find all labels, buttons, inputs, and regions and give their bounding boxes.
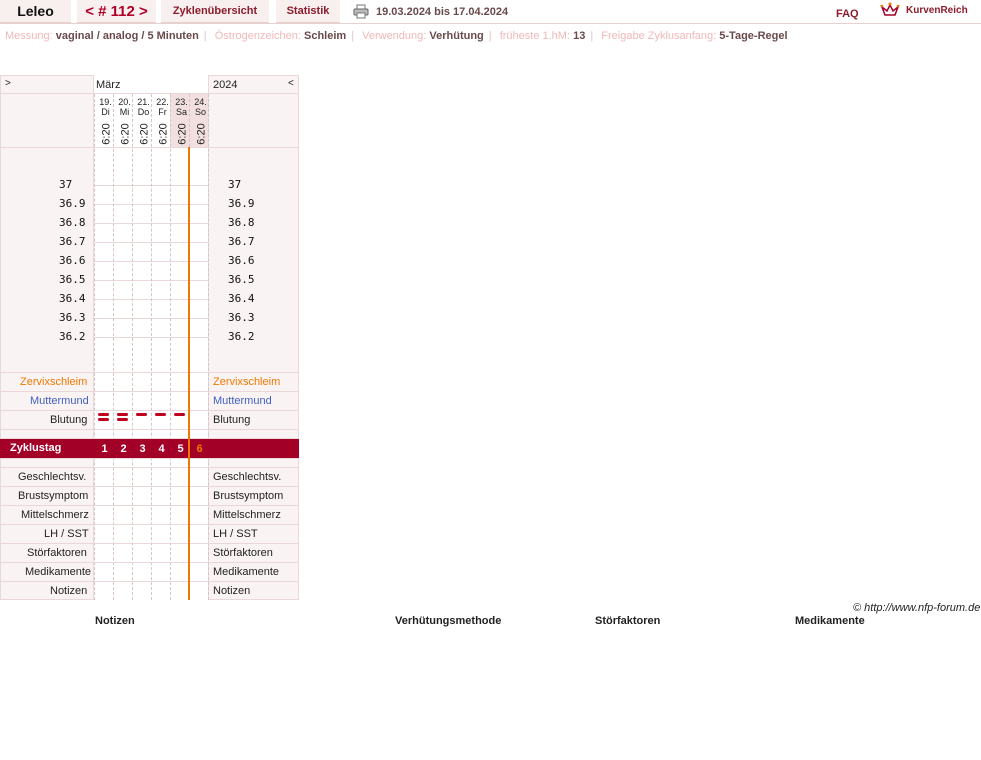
estrogen-value: Schleim	[304, 30, 347, 42]
day-header-date: 22.	[156, 97, 169, 107]
row-breast-right: Brustsymptom	[213, 490, 284, 502]
temperature-label-left: 36.4	[59, 292, 86, 305]
bleeding-mark	[98, 418, 109, 421]
row-divider	[0, 581, 299, 582]
row-divider	[0, 391, 299, 392]
prev-cycle-button[interactable]: <	[85, 2, 94, 20]
header-bottom-line	[0, 147, 299, 148]
tab-cycle-overview-label: Zyklenübersicht	[172, 5, 258, 17]
tab-statistics-label: Statistik	[286, 5, 330, 17]
cycle-number: # 112	[98, 2, 135, 20]
estrogen-label: Östrogenzeichen:	[214, 30, 301, 42]
row-divider	[0, 486, 299, 487]
temperature-label-left: 36.6	[59, 254, 86, 267]
day-header-weekday: Mi	[119, 107, 130, 117]
row-divider	[0, 543, 299, 544]
printer-icon[interactable]	[353, 4, 369, 19]
row-divider	[0, 458, 299, 459]
bleeding-mark	[117, 418, 128, 421]
row-bleeding-left: Blutung	[50, 414, 88, 426]
temperature-label-left: 36.7	[59, 235, 86, 248]
row-midpain-right: Mittelschmerz	[213, 509, 281, 521]
row-breast-left: Brustsymptom	[18, 490, 89, 502]
footer-method-heading: Verhütungsmethode	[395, 615, 502, 627]
day-header-date: 24.	[194, 97, 207, 107]
day-header-date: 23.	[175, 97, 188, 107]
cycle-day-number: 4	[158, 442, 165, 455]
bleeding-mark	[117, 413, 128, 416]
brand-name: KurvenReich	[906, 4, 968, 16]
row-divider	[0, 524, 299, 525]
earliest-value: 13	[573, 30, 586, 42]
measure-label: Messung:	[5, 30, 53, 42]
time-text: 6:20	[195, 123, 208, 145]
day-header-weekday: Sa	[175, 107, 187, 117]
temperature-label-right: 36.5	[228, 273, 255, 286]
brand-logo[interactable]	[880, 2, 968, 18]
day-header-weekday: Di	[101, 107, 110, 117]
footer-notes-heading: Notizen	[95, 615, 135, 627]
temperature-label-right: 36.4	[228, 292, 255, 305]
user-tab[interactable]	[0, 0, 71, 23]
row-intercourse-right: Geschlechtsv.	[213, 471, 282, 483]
day-header-date: 20.	[118, 97, 131, 107]
cycle-settings	[5, 30, 788, 42]
date-range: 19.03.2024 bis 17.04.2024	[376, 6, 509, 18]
row-cervical-right: Zervixschleim	[213, 376, 281, 388]
row-bleeding-right: Blutung	[213, 414, 251, 426]
day-header-weekday: Do	[137, 107, 150, 117]
chart-prev-button[interactable]: >	[5, 78, 11, 89]
next-cycle-button[interactable]: >	[139, 2, 148, 20]
cycle-day-number: 5	[177, 442, 184, 455]
row-lh-left: LH / SST	[44, 528, 89, 540]
row-meds-right: Medikamente	[213, 566, 280, 578]
separator: |	[203, 30, 207, 42]
time-text: 6:20	[138, 123, 151, 145]
row-divider	[0, 562, 299, 563]
cycle-day-number: 2	[120, 442, 127, 455]
tab-cycle-overview[interactable]	[161, 0, 269, 23]
row-disturb-right: Störfaktoren	[213, 547, 273, 559]
today-line	[188, 147, 190, 600]
release-label: Freigabe Zyklusanfang:	[601, 30, 717, 42]
use-value: Verhütung	[429, 30, 484, 42]
row-divider	[0, 438, 299, 439]
footer-disturb-heading: Störfaktoren	[595, 615, 661, 627]
temperature-label-right: 36.7	[228, 235, 255, 248]
separator: |	[351, 30, 355, 42]
separator: |	[488, 30, 492, 42]
bleeding-mark	[98, 413, 109, 416]
release-value: 5-Tage-Regel	[719, 30, 788, 42]
footer-meds-heading: Medikamente	[795, 615, 865, 627]
row-divider	[0, 429, 299, 430]
faq-link[interactable]: FAQ	[836, 8, 859, 20]
day-header-weekday: Fr	[158, 107, 167, 117]
day-header-date: 21.	[137, 97, 150, 107]
row-intercourse-left: Geschlechtsv.	[18, 471, 87, 483]
cycle-navigator	[77, 0, 156, 23]
time-text: 6:20	[100, 123, 113, 145]
copyright[interactable]: © http://www.nfp-forum.de	[853, 602, 981, 614]
temperature-label-left: 36.3	[59, 311, 86, 324]
bleeding-mark	[136, 413, 147, 416]
cycle-day-label: Zyklustag	[10, 442, 62, 454]
time-text: 6:20	[157, 123, 170, 145]
row-meds-left: Medikamente	[25, 566, 92, 578]
day-header-weekday: So	[194, 107, 206, 117]
separator: |	[590, 30, 594, 42]
chart-nav-row	[0, 75, 299, 94]
row-disturb-left: Störfaktoren	[27, 547, 87, 559]
bleeding-mark	[174, 413, 185, 416]
header-divider	[0, 23, 981, 24]
tab-statistics[interactable]	[276, 0, 340, 23]
chart-year: 2024	[213, 79, 238, 91]
temperature-label-left: 36.5	[59, 273, 86, 286]
temperature-label-left: 36.8	[59, 216, 86, 229]
measure-value: vaginal / analog / 5 Minuten	[55, 30, 199, 42]
row-notes-left: Notizen	[50, 585, 88, 597]
temperature-label-right: 36.6	[228, 254, 255, 267]
time-text: 6:20	[176, 123, 189, 145]
row-cervical-left: Zervixschleim	[20, 376, 88, 388]
row-divider	[0, 467, 299, 468]
earliest-label: früheste 1.hM:	[499, 30, 571, 42]
day-header-date: 19.	[99, 97, 112, 107]
cycle-day-number: 3	[139, 442, 146, 455]
row-lh-right: LH / SST	[213, 528, 258, 540]
row-midpain-left: Mittelschmerz	[21, 509, 89, 521]
crown-icon	[880, 2, 900, 18]
cycle-day-number: 1	[101, 442, 108, 455]
bleeding-mark	[155, 413, 166, 416]
row-divider	[0, 505, 299, 506]
temperature-label-right: 37	[228, 178, 242, 191]
use-label: Verwendung:	[362, 30, 427, 42]
row-notes-right: Notizen	[213, 585, 251, 597]
row-divider	[0, 372, 299, 373]
temperature-label-right: 36.9	[228, 197, 255, 210]
row-divider	[0, 410, 299, 411]
chart-next-button[interactable]: <	[288, 78, 294, 89]
time-text: 6:20	[119, 123, 132, 145]
cycle-day-number: 6	[196, 442, 203, 455]
user-name: Leleo	[17, 3, 54, 19]
temperature-label-left: 36.9	[59, 197, 86, 210]
row-cervix-left: Muttermund	[30, 395, 89, 407]
chart-month: März	[96, 79, 121, 91]
temperature-label-left: 37	[59, 178, 73, 191]
temperature-label-right: 36.3	[228, 311, 255, 324]
row-cervix-right: Muttermund	[213, 395, 272, 407]
temperature-label-right: 36.8	[228, 216, 255, 229]
temperature-label-left: 36.2	[59, 330, 86, 343]
temperature-label-right: 36.2	[228, 330, 255, 343]
